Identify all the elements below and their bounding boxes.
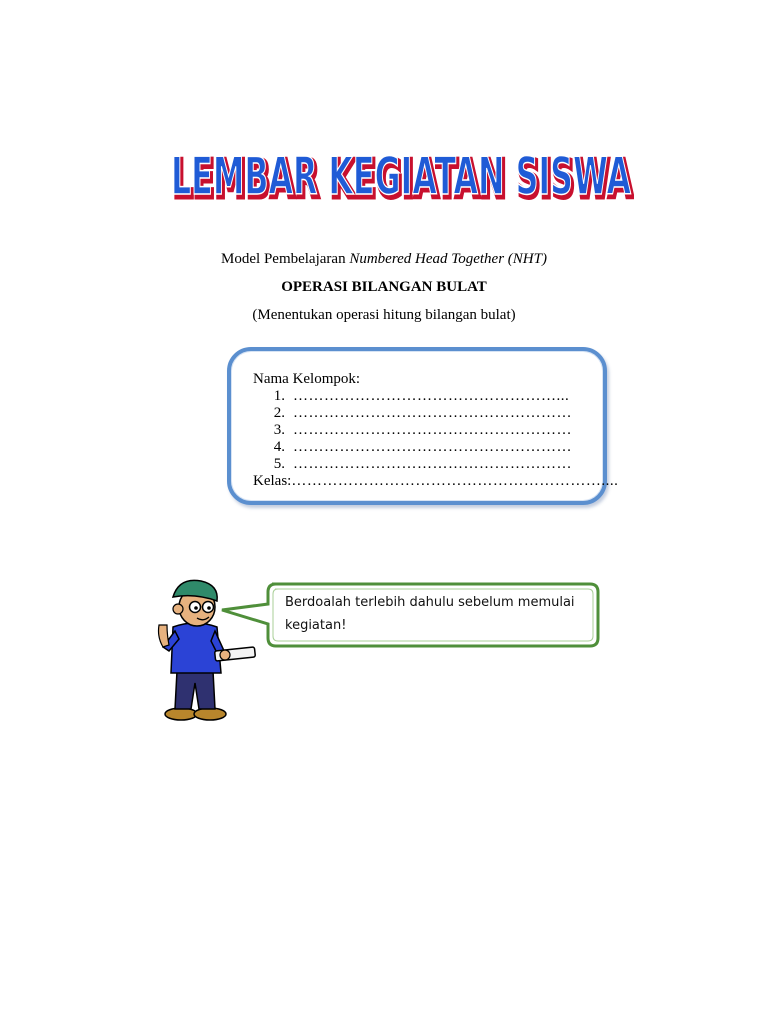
member-blank: ……………………………………………… bbox=[293, 439, 572, 455]
model-name: Numbered Head Together (NHT) bbox=[349, 251, 547, 267]
topic-title: OPERASI BILANGAN BULAT bbox=[281, 279, 487, 295]
title-text: LEMBAR KEGIATAN SISWA bbox=[171, 147, 631, 207]
class-blank: …………………………………………………….... bbox=[291, 473, 619, 489]
title-shadow: LEMBAR KEGIATAN SISWA bbox=[173, 150, 633, 208]
class-row bbox=[253, 473, 618, 490]
class-label: Kelas: bbox=[253, 473, 292, 489]
group-label: Nama Kelompok: bbox=[253, 371, 361, 387]
member-row bbox=[253, 439, 618, 456]
title-wordart bbox=[168, 138, 634, 208]
member-row bbox=[253, 405, 618, 422]
model-line bbox=[0, 251, 768, 268]
model-prefix: Model Pembelajaran bbox=[221, 251, 350, 267]
member-blank: ……………………………………………… bbox=[293, 456, 572, 472]
member-row bbox=[253, 456, 618, 473]
member-number: 1. bbox=[273, 388, 285, 404]
group-form bbox=[253, 371, 618, 490]
member-blank: ……………………………………………… bbox=[293, 422, 572, 438]
group-form-box bbox=[227, 347, 619, 505]
member-number: 3. bbox=[273, 422, 285, 438]
subtopic: (Menentukan operasi hitung bilangan bulat) bbox=[252, 307, 516, 323]
member-number: 2. bbox=[273, 405, 285, 421]
speech-text: Berdoalah terlebih dahulu sebelum memulai kegiatan! bbox=[285, 595, 575, 633]
member-blank: ……………………………………………... bbox=[293, 388, 570, 404]
member-row bbox=[253, 388, 618, 405]
member-number: 5. bbox=[273, 456, 285, 472]
member-blank: ……………………………………………… bbox=[293, 405, 572, 421]
member-number: 4. bbox=[273, 439, 285, 455]
member-row bbox=[253, 422, 618, 439]
